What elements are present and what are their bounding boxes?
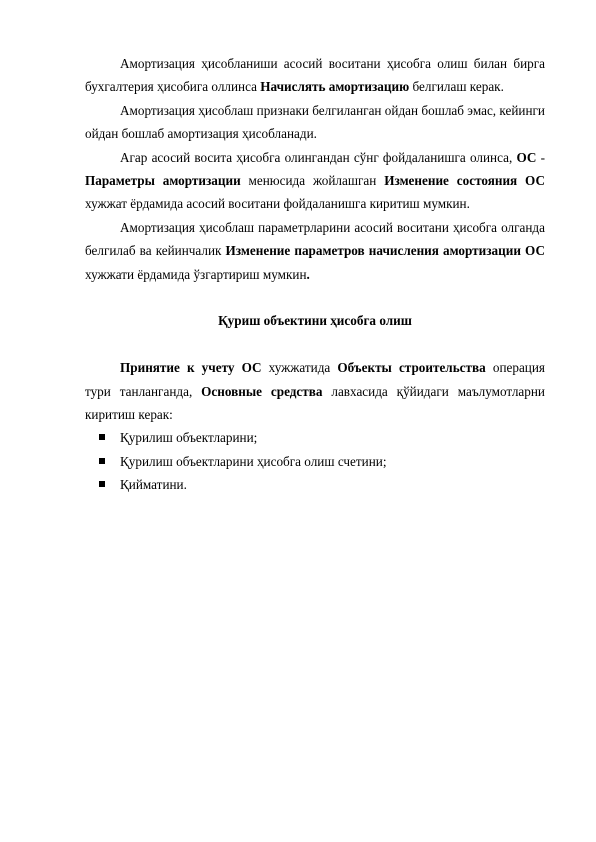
paragraph-text: Амортизация ҳисоблаш параметрларини асосий воситани ҳисобга олганда белгилаб ва кейинчалик	[85, 219, 545, 259]
list-item	[85, 473, 545, 496]
bold-term: .	[306, 266, 310, 282]
paragraph-text: операция тури танланганда,	[85, 360, 545, 399]
document-body	[85, 52, 545, 497]
paragraph-text: хужжати ёрдамида ўзгартириш мумкин	[85, 266, 307, 282]
bold-term: Принятие к учету ОС	[120, 360, 262, 376]
bold-term: ОС	[516, 149, 537, 165]
paragraph-amortization-parameters	[85, 216, 545, 286]
bold-term: Начислять амортизацию	[260, 79, 410, 95]
paragraph-text: Амортизация ҳисоблаш признаки белгиланган ойдан бошлаб эмас, кейинги ойдан бошлаб амортизация ҳисобланади.	[85, 102, 545, 142]
paragraph-text: белгилаш керак.	[409, 79, 504, 95]
section-heading: Қуриш объектини ҳисобга олиш	[218, 313, 412, 329]
square-bullet-icon	[99, 434, 105, 440]
paragraph-text: Амортизация ҳисобланиши асосий воситани ҳисобга олиш билан бирга бухгалтерия ҳисобига оллинса	[85, 56, 545, 95]
list-item-text: Қурилиш объектларини;	[120, 430, 258, 446]
paragraph-text: -	[536, 149, 545, 165]
bold-term: Параметры амортизации	[85, 173, 241, 189]
bullet-list	[85, 426, 545, 496]
bold-term: Изменение параметров начисления амортизации ОС	[225, 243, 545, 259]
spacer	[85, 333, 545, 356]
list-item-text: Қурилиш объектларини ҳисобга олиш счетини;	[120, 453, 387, 469]
bold-term: Основные средства	[201, 383, 323, 399]
paragraph-text: лавхасида қўйидаги маълумотларни киритиш керак:	[85, 383, 545, 423]
bold-term: Объекты строительства	[337, 360, 486, 376]
paragraph-text: Агар асосий восита ҳисобга олингандан сўнг фойдаланишга олинса,	[120, 149, 517, 165]
paragraph-text: хужжатида	[261, 360, 338, 376]
list-item-text: Қийматини.	[120, 477, 187, 493]
list-item	[85, 426, 545, 449]
spacer	[85, 286, 545, 309]
list-item	[85, 450, 545, 473]
paragraph-text: хужжат ёрдамида асосий воситани фойдаланишга киритиш мумкин.	[85, 196, 470, 212]
square-bullet-icon	[99, 481, 105, 487]
paragraph-amortization-with-registration	[85, 52, 545, 99]
paragraph-commissioning	[85, 146, 545, 216]
paragraph-construction-objects	[85, 356, 545, 426]
paragraph-amortization-start-month	[85, 99, 545, 146]
paragraph-text: менюсида жойлашган	[240, 173, 385, 189]
bold-term: Изменение состояния ОС	[384, 173, 545, 189]
square-bullet-icon	[99, 458, 105, 464]
